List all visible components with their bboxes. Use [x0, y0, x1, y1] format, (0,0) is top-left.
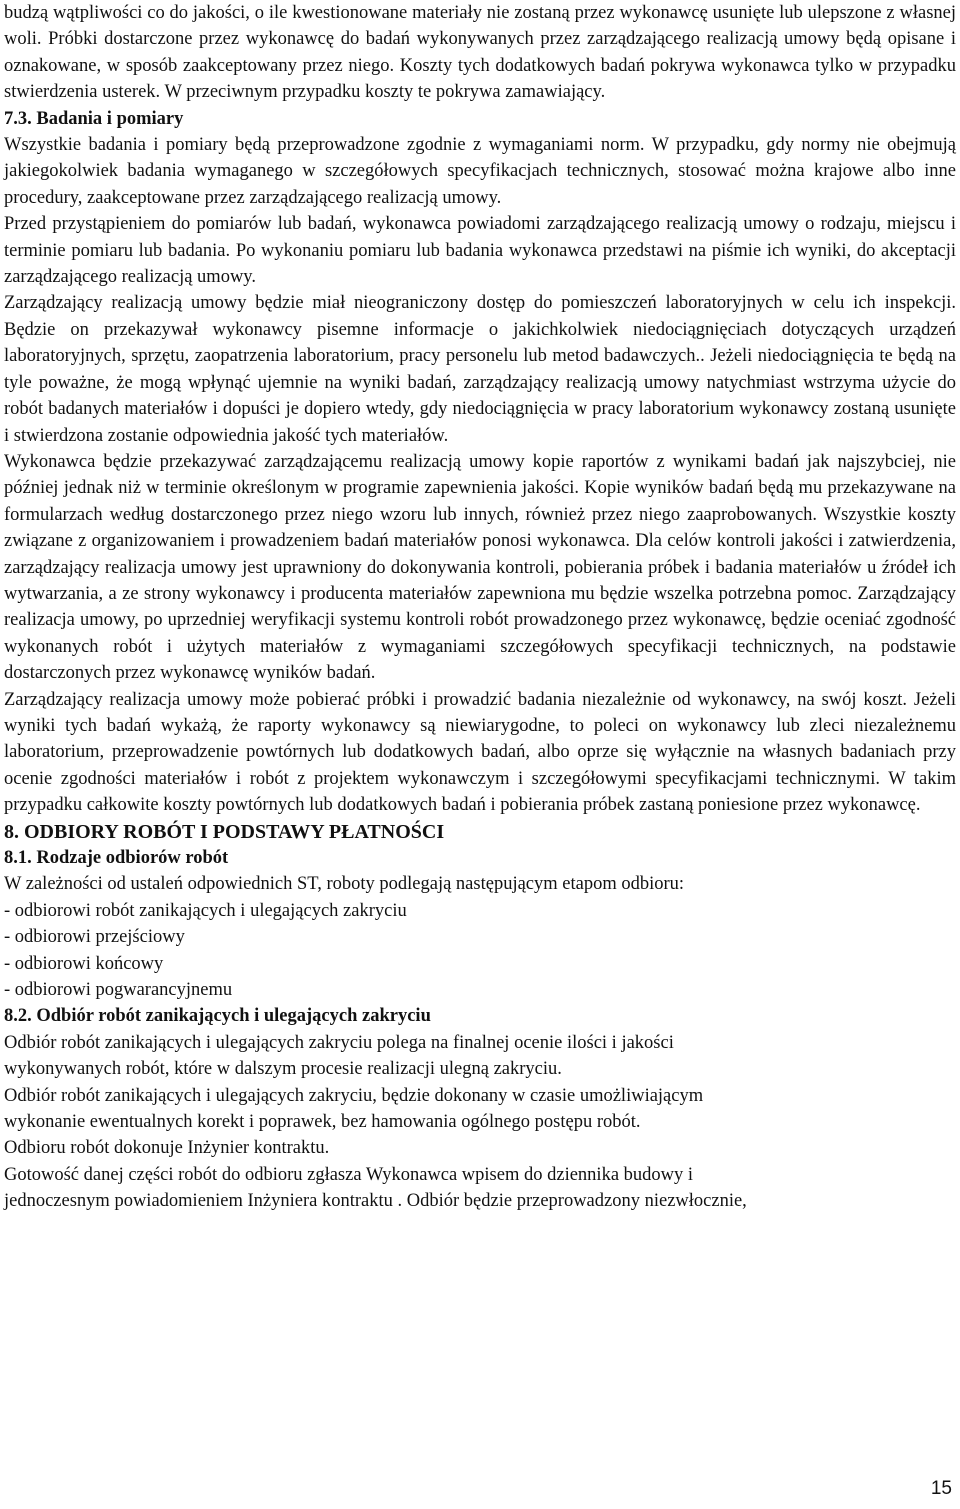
- list-item: - odbiorowi końcowy: [4, 953, 164, 974]
- page-number: 15: [930, 1478, 952, 1499]
- text-line: wykonywanych robót, które w dalszym procesie realizacji ulegną zakryciu.: [4, 1059, 562, 1080]
- text-line: jednoczesnym powiadomieniem Inżyniera kontraktu . Odbiór będzie przeprowadzony niezwłocznie,: [4, 1191, 747, 1212]
- list-item: - odbiorowi przejściowy: [4, 927, 185, 948]
- paragraph-7-3-4: Wykonawca będzie przekazywać zarządzającemu realizacją umowy kopie raportów z wynikami badań jak najszybciej, nie później jednak niż w terminie określonym w programie zapewnienia jakości. Kopie wyników badań będą mu przekazywane na formularzach według dostarczonego przez niego wzoru lub innych, również przez niego zaaprobowanych. Wszystkie koszty związane z organizowaniem i prowadzeniem badań materiałów ponosi wykonawca. Dla celów kontroli jakości i zatwierdzenia, zarządzający realizacja umowy jest uprawniony do dokonywania kontroli, pobierania próbek i badania materiałów u źródeł ich wytwarzania, a ze strony wykonawcy i producenta materiałów zapewniona mu będzie wszelka potrzebna pomoc. Zarządzający realizacja umowy, po uprzedniej weryfikacji systemu kontroli robót prowadzonego przez wykonawcę, będzie oceniać zgodność wykonanych robót i użytych materiałów z wymaganiami szczegółowych specyfikacji technicznych, na podstawie dostarczonych przez wykonawcę wyników badań.: [4, 451, 956, 684]
- paragraph-7-3-2: Przed przystąpieniem do pomiarów lub badań, wykonawca powiadomi zarządzającego realizacją umowy o rodzaju, miejscu i terminie pomiaru lub badania. Po wykonaniu pomiaru lub badania wykonawca przedstawi na piśmie ich wyniki, do akceptacji zarządzającego realizacją umowy.: [4, 214, 956, 288]
- paragraph-7-3-5: Zarządzający realizacja umowy może pobierać próbki i prowadzić badania niezależnie od wykonawcy, na swój koszt. Jeżeli wyniki tych badań wykażą, że raporty wykonawcy są niewiarygodne, to poleci on wykonawcy lub zleci niezależnemu laboratorium, przeprowadzenie powtórnych lub dodatkowych badań, albo oprze się wyłącznie na własnych badaniach przy ocenie zgodności materiałów i robót z projektem wykonawczym i szczegółowymi specyfikacjami technicznymi. W takim przypadku całkowite koszty powtórnych lub dodatkowych badań i pobierania próbek zastaną poniesione przez wykonawcę.: [4, 689, 956, 816]
- text-line: wykonanie ewentualnych korekt i poprawek, bez hamowania ogólnego postępu robót.: [4, 1112, 641, 1133]
- text-line: Odbiór robót zanikających i ulegających zakryciu, będzie dokonany w czasie umożliwiającym: [4, 1085, 704, 1106]
- paragraph-intro: budzą wątpliwości co do jakości, o ile kwestionowane materiały nie zostaną przez wykonawcę usunięte lub ulepszone z własnej woli. Próbki dostarczone przez wykonawcę do badań wykonywanych przez zarządzającego realizacją umowy będą opisane i oznakowane, w sposób zaakceptowany przez niego. Koszty tych dodatkowych badań pokrywa wykonawca tylko w przypadku stwierdzenia usterek. W przeciwnym przypadku koszty te pokrywa zamawiający.: [4, 3, 956, 103]
- document-page: [4, 0, 956, 1215]
- section-7-3-heading: 7.3. Badania i pomiary: [4, 108, 184, 129]
- section-8-2-heading: 8.2. Odbiór robót zanikających i ulegających zakryciu: [4, 1006, 431, 1027]
- text-line: Odbiór robót zanikających i ulegających zakryciu polega na finalnej ocenie ilości i jakości: [4, 1032, 674, 1053]
- section-8-1-heading: 8.1. Rodzaje odbiorów robót: [4, 848, 229, 868]
- text-line: Odbioru robót dokonuje Inżynier kontraktu.: [4, 1138, 330, 1159]
- list-item: - odbiorowi robót zanikających i ulegających zakryciu: [4, 900, 407, 921]
- text-line: Gotowość danej części robót do odbioru zgłasza Wykonawca wpisem do dziennika budowy i: [4, 1164, 694, 1185]
- section-8-1-intro: W zależności od ustaleń odpowiednich ST, roboty podlegają następującym etapom odbioru:: [4, 874, 685, 895]
- list-item: - odbiorowi pogwarancyjnemu: [4, 980, 233, 1001]
- paragraph-7-3-1: Wszystkie badania i pomiary będą przeprowadzone zgodnie z wymaganiami norm. W przypadku, gdy normy nie obejmują jakiegokolwiek badania wymaganego w szczegółowych specyfikacjach technicznych, stosować można krajowe albo inne procedury, zaakceptowane przez zarządzającego realizacją umowy.: [4, 135, 956, 208]
- section-8-heading: 8. ODBIORY ROBÓT I PODSTAWY PŁATNOŚCI: [4, 820, 445, 843]
- paragraph-7-3-3: Zarządzający realizacją umowy będzie miał nieograniczony dostęp do pomieszczeń laboratoryjnych w celu ich inspekcji. Będzie on przekazywał wykonawcy pisemne informacje o jakichkolwiek niedociągnięciach dotyczących urządzeń laboratoryjnych, sprzętu, zaopatrzenia laboratorium, pracy personelu lub metod badawczych.. Jeżeli niedociągnięcia te będą na tyle poważne, że mogą wpłynąć ujemnie na wyniki badań, zarządzający realizacją umowy natychmiast wstrzyma użycie do robót badanych materiałów i dopuści je dopiero wtedy, gdy niedociągnięcia w pracy laboratorium wykonawcy zostaną usunięte i stwierdzona zostanie odpowiednia jakość tych materiałów.: [4, 293, 956, 446]
